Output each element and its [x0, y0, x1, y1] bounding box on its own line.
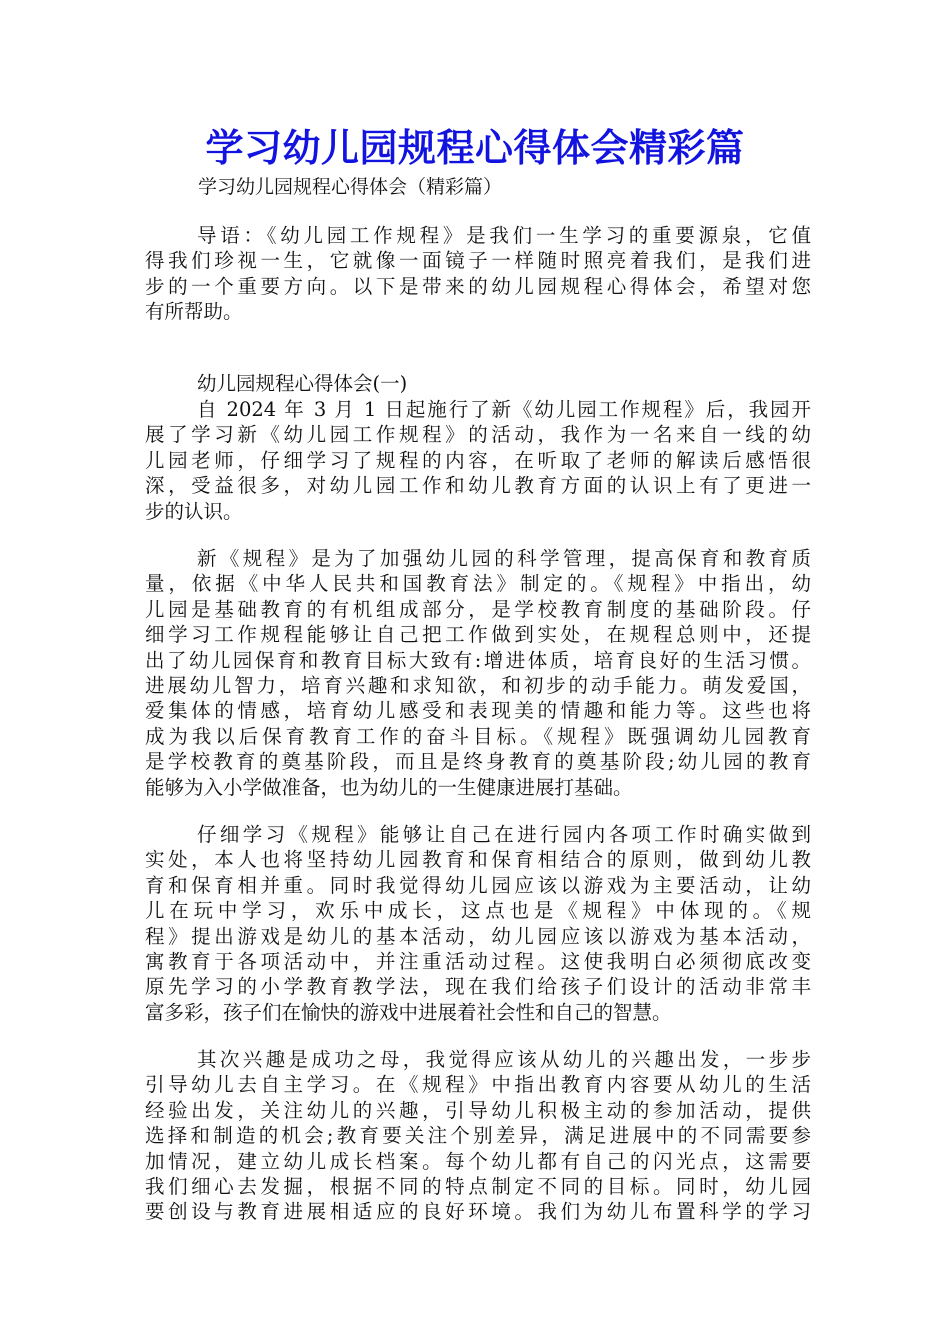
- paragraph-line: 加情况，建立幼儿成长档案。每个幼儿都有自己的闪光点，这需要: [145, 1149, 811, 1173]
- paragraph-line: 展了学习新《幼儿园工作规程》的活动，我作为一名来自一线的幼: [145, 423, 811, 447]
- paragraph-line: 要创设与教育进展相适应的良好环境。我们为幼儿布置科学的学习: [145, 1200, 811, 1224]
- paragraph-line: 引导幼儿去自主学习。在《规程》中指出教育内容要从幼儿的生活: [145, 1073, 811, 1097]
- paragraph-line: 导语：《幼儿园工作规程》是我们一生学习的重要源泉，它值: [197, 224, 811, 247]
- paragraph-line: 仔细学习《规程》能够让自己在进行园内各项工作时确实做到: [197, 823, 811, 846]
- paragraph-line: 原先学习的小学教育教学法，现在我们给孩子们设计的活动非常丰: [145, 975, 811, 999]
- paragraph-line: 能够为入小学做准备，也为幼儿的一生健康进展打基础。: [145, 775, 633, 799]
- paragraph-line: 我们细心去发掘，根据不同的特点制定不同的目标。同时，幼儿园: [145, 1174, 811, 1198]
- paragraph-line: 儿在玩中学习，欢乐中成长，这点也是《规程》中体现的。《规: [145, 899, 811, 923]
- paragraph-line: 成为我以后保育教育工作的奋斗目标。《规程》既强调幼儿园教育: [145, 724, 811, 748]
- section-heading: 幼儿园规程心得体会(一): [197, 372, 408, 395]
- paragraph-line: 得我们珍视一生，它就像一面镜子一样随时照亮着我们，是我们进: [145, 249, 811, 273]
- paragraph-line: 有所帮助。: [145, 300, 243, 324]
- paragraph-line: 出了幼儿园保育和教育目标大致有:增进体质，培育良好的生活习惯。: [145, 648, 811, 672]
- paragraph-line: 其次兴趣是成功之母，我觉得应该从幼儿的兴趣出发，一步步: [197, 1048, 811, 1071]
- paragraph-line: 寓教育于各项活动中，并注重活动过程。这使我明白必须彻底改变: [145, 949, 811, 973]
- paragraph-line: 儿园是基础教育的有机组成部分，是学校教育制度的基础阶段。仔: [145, 597, 811, 621]
- paragraph-1: [145, 397, 811, 524]
- paragraph-3: [145, 822, 811, 1025]
- paragraph-line: 步的一个重要方向。以下是带来的幼儿园规程心得体会，希望对您: [145, 274, 811, 298]
- paragraph-line: 育和保育相并重。同时我觉得幼儿园应该以游戏为主要活动，让幼: [145, 873, 811, 897]
- document-subtitle: 学习幼儿园规程心得体会（精彩篇）: [198, 176, 503, 198]
- paragraph-4: [145, 1047, 811, 1225]
- document-title: 学习幼儿园规程心得体会精彩篇: [205, 125, 745, 170]
- paragraph-line: 深，受益很多，对幼儿园工作和幼儿教育方面的认识上有了更进一: [145, 474, 811, 498]
- paragraph-2: [145, 546, 811, 800]
- paragraph-line: 新《规程》是为了加强幼儿园的科学管理，提高保育和教育质: [197, 547, 811, 570]
- paragraph-line: 程》提出游戏是幼儿的基本活动，幼儿园应该以游戏为基本活动，: [145, 924, 811, 948]
- paragraph-line: 自 2024 年 3 月 1 日起施行了新《幼儿园工作规程》后，我园开: [197, 398, 811, 421]
- paragraph-line: 进展幼儿智力，培育兴趣和求知欲，和初步的动手能力。萌发爱国，: [145, 673, 811, 697]
- paragraph-line: 儿园老师，仔细学习了规程的内容，在听取了老师的解读后感悟很: [145, 448, 811, 472]
- paragraph-line: 是学校教育的奠基阶段，而且是终身教育的奠基阶段;幼儿园的教育: [145, 750, 811, 774]
- paragraph-line: 实处，本人也将坚持幼儿园教育和保育相结合的原则，做到幼儿教: [145, 848, 811, 872]
- paragraph-line: 爱集体的情感，培育幼儿感受和表现美的情趣和能力等。这些也将: [145, 699, 811, 723]
- intro-paragraph: [145, 223, 811, 325]
- paragraph-line: 经验出发，关注幼儿的兴趣，引导幼儿积极主动的参加活动，提供: [145, 1098, 811, 1122]
- paragraph-line: 细学习工作规程能够让自己把工作做到实处，在规程总则中，还提: [145, 623, 811, 647]
- paragraph-line: 选择和制造的机会;教育要关注个别差异，满足进展中的不同需要参: [145, 1124, 811, 1148]
- paragraph-line: 量，依据《中华人民共和国教育法》制定的。《规程》中指出，幼: [145, 572, 811, 596]
- paragraph-line: 步的认识。: [145, 499, 243, 523]
- paragraph-line: 富多彩，孩子们在愉快的游戏中进展着社会性和自己的智慧。: [145, 1000, 672, 1024]
